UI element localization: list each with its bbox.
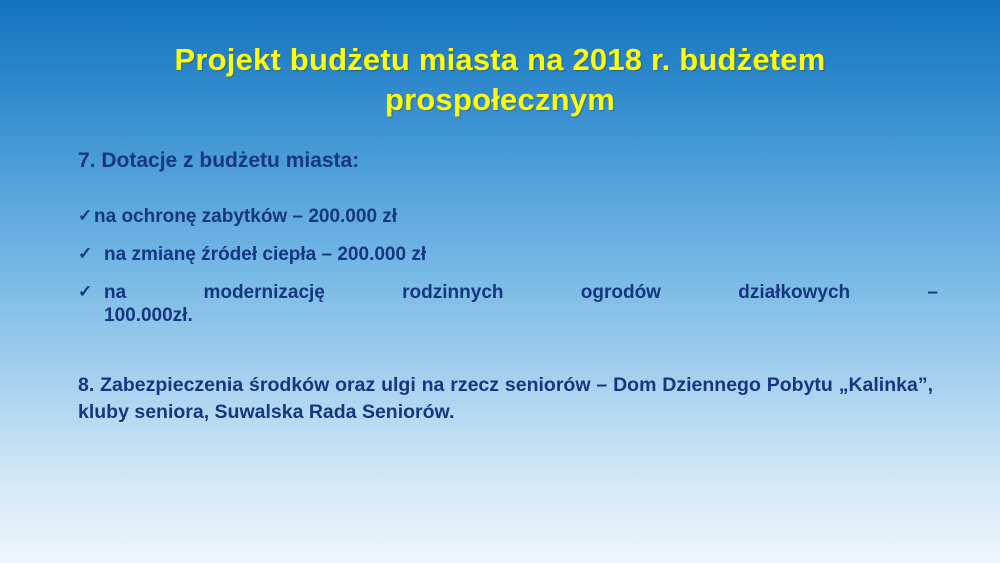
checkmark-icon: ✓ [78, 206, 93, 226]
slide-title [60, 40, 940, 119]
slide-title-line-1: Projekt budżetu miasta na 2018 r. budżetem [174, 42, 826, 77]
checkmark-icon: ✓ [78, 281, 93, 301]
checkmark-icon: ✓ [78, 243, 93, 263]
list-item-label [104, 281, 938, 329]
section-heading-8: 8. Zabezpieczenia środków oraz ulgi na rzecz seniorów – Dom Dziennego Pobytu „Kalinka”, kluby seniora, Suwalska Rada Seniorów. [78, 374, 933, 423]
section-heading-7: 7. Dotacje z budżetu miasta: [78, 149, 360, 172]
list-item [78, 281, 938, 329]
list-item-label-line-2: 100.000zł. [104, 305, 193, 327]
bullet-list [78, 205, 938, 328]
slide-title-line-2: prospołecznym [385, 81, 615, 117]
list-item [78, 205, 938, 229]
list-item-label: na zmianę źródeł ciepła – 200.000 zł [104, 243, 427, 265]
list-item-label: na ochronę zabytków – 200.000 zł [94, 206, 398, 228]
list-item [78, 243, 938, 267]
list-item-label-line-1: na modernizację rodzinnych ogrodów działkowych – [104, 281, 938, 303]
slide-body [78, 148, 938, 425]
